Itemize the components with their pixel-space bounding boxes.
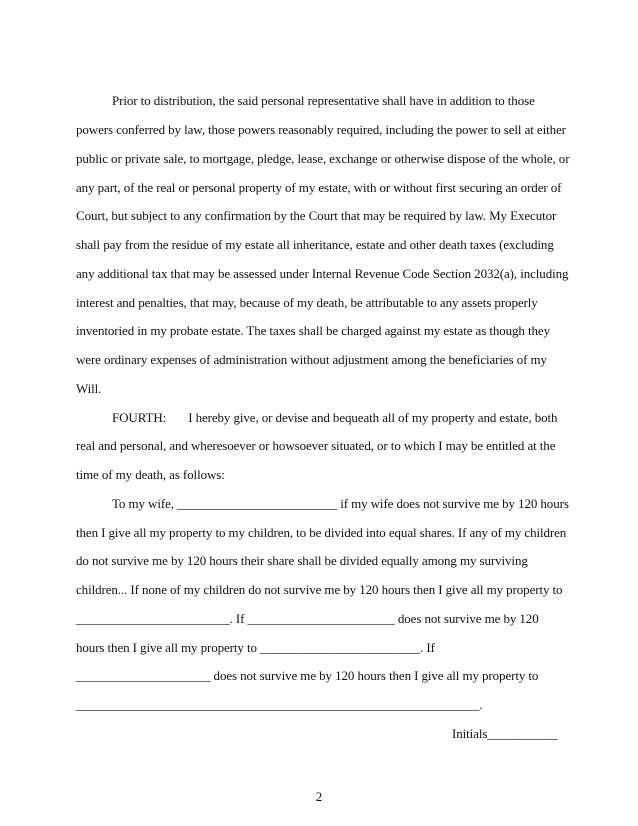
text-line: Will. xyxy=(76,381,102,396)
text-line: any additional tax that may be assessed under Internal Revenue Code Section 2032(a), including xyxy=(76,266,569,281)
text-line: Court, but subject to any confirmation by the Court that may be required by law. My Executor xyxy=(76,208,557,223)
text-line: hours then I give all my property to _________________________. If xyxy=(76,640,435,655)
text-line: public or private sale, to mortgage, pledge, lease, exchange or otherwise dispose of the whole, or xyxy=(76,151,570,166)
text-line: children... If none of my children do not survive me by 120 hours then I give all my property to xyxy=(76,582,563,597)
text-line: To my wife, _________________________ if my wife does not survive me by 120 hours xyxy=(112,496,569,511)
text-line: Prior to distribution, the said personal representative shall have in addition to those xyxy=(112,93,535,108)
section-heading-line: FOURTH: I hereby give, or devise and bequeath all of my property and estate, both xyxy=(112,410,558,425)
text-line: interest and penalties, that may, because of my death, be attributable to any assets properly xyxy=(76,295,538,310)
text-line: do not survive me by 120 hours their share shall be divided equally among my surviving xyxy=(76,553,528,568)
text-line: time of my death, as follows: xyxy=(76,467,225,482)
text-line: powers conferred by law, those powers reasonably required, including the power to sell at either xyxy=(76,122,566,137)
text-line: real and personal, and wheresoever or howsoever situated, or to which I may be entitled at the xyxy=(76,438,556,453)
text-line: inventoried in my probate estate. The taxes shall be charged against my estate as though they xyxy=(76,323,550,338)
text-line: were ordinary expenses of administration without adjustment among the beneficiaries of my xyxy=(76,352,547,367)
initials-field: Initials___________ xyxy=(452,726,558,741)
page-number: 2 xyxy=(315,789,323,804)
text-line: _____________________ does not survive me by 120 hours then I give all my property to xyxy=(76,668,539,683)
text-line: shall pay from the residue of my estate all inheritance, estate and other death taxes (excluding xyxy=(76,237,554,252)
text-line: _______________________________________________________________. xyxy=(76,697,483,712)
text-line: then I give all my property to my children, to be divided into equal shares. If any of my children xyxy=(76,525,567,540)
text-line: ________________________. If _______________________ does not survive me by 120 xyxy=(76,611,539,626)
text-line: any part, of the real or personal property of my estate, with or without first securing an order of xyxy=(76,180,562,195)
